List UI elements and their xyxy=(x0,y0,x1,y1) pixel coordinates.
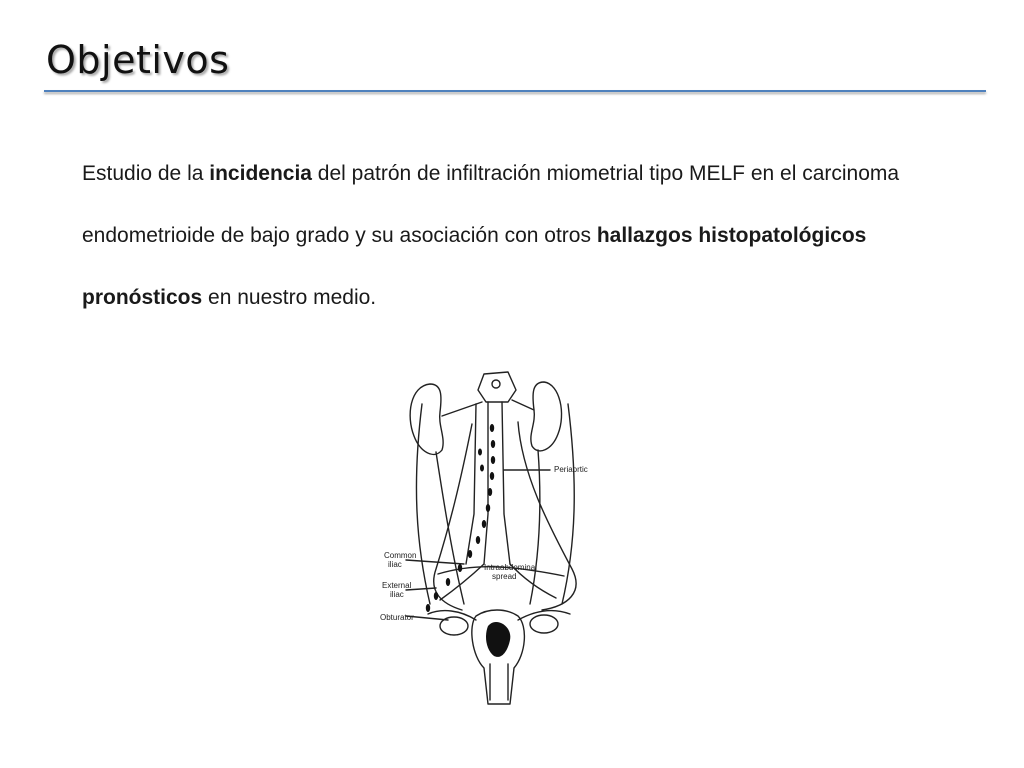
objective-paragraph xyxy=(82,143,942,329)
objective-text-1: Estudio de la xyxy=(82,162,210,185)
left-kidney xyxy=(410,384,443,454)
label-common-iliac-1: Common xyxy=(384,551,417,560)
objective-bold-incidencia: incidencia xyxy=(209,162,312,185)
aorta xyxy=(484,402,488,564)
label-periaortic: Periaortic xyxy=(554,465,588,474)
right-kidney xyxy=(531,382,562,451)
right-ovary xyxy=(530,615,558,633)
right-ureter xyxy=(530,450,540,604)
objective-text-2: del patrón de infiltración miometrial tipo MELF en el carcinoma endometrioide de bajo grado y su asociación con otros xyxy=(82,162,900,247)
objective-bold-hallazgos: hallazgos histopatológicos pronósticos xyxy=(82,224,867,309)
lymphatic-spread-diagram xyxy=(372,364,624,708)
label-intraabdominal-1: Intraabdominal xyxy=(484,563,537,572)
vertebra xyxy=(478,372,516,402)
label-external-iliac-2: iliac xyxy=(390,590,404,599)
objective-text-3: en nuestro medio. xyxy=(202,286,377,309)
slide-title: Objetivos xyxy=(46,38,230,82)
label-intraabdominal-2: spread xyxy=(492,572,517,581)
label-external-iliac-1: External xyxy=(382,581,412,590)
label-obturator: Obturator xyxy=(380,613,414,622)
label-common-iliac-2: iliac xyxy=(388,560,402,569)
tumor xyxy=(486,622,510,657)
title-underline xyxy=(44,90,986,92)
